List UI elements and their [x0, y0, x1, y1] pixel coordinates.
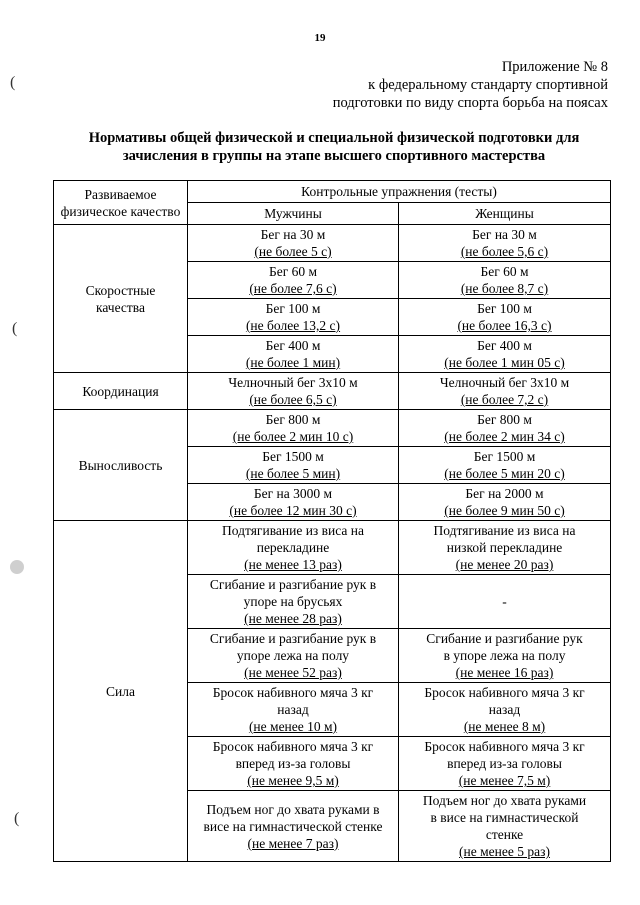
exercise-cell-men [188, 683, 399, 737]
exercise-line: Бег на 30 м [260, 227, 326, 242]
exercise-line: Подтягивание из виса на [433, 523, 576, 538]
appendix-line: к федеральному стандарту спортивной [368, 77, 608, 93]
exercise-line: Бросок набивного мяча 3 кг [424, 739, 585, 754]
exercise-line: Сгибание и разгибание рук в [209, 631, 377, 646]
exercise-line: Бег 60 м [480, 264, 529, 279]
exercise-line: Бег 60 м [268, 264, 318, 279]
exercise-line: Бросок набивного мяча 3 кг [424, 685, 585, 700]
table-row [54, 521, 611, 575]
exercise-line: назад [277, 702, 309, 717]
exercise-line: Бег на 2000 м [465, 486, 544, 501]
quality-label: Координация [82, 383, 159, 399]
exercise-line: (не более 16,3 с) [457, 318, 552, 333]
exercise-line: (не менее 52 раз) [244, 665, 342, 680]
quality-cell [54, 225, 188, 373]
exercise-line: - [502, 594, 507, 609]
exercise-line: (не менее 10 м) [248, 719, 338, 734]
table-row [54, 373, 611, 410]
exercise-line: Бег 800 м [265, 412, 321, 427]
exercise-line: Бег 100 м [265, 301, 321, 316]
exercise-line: низкой перекладине [446, 540, 563, 555]
exercise-line: (не более 5 мин 20 с) [444, 466, 565, 481]
exercise-line: Бег 100 м [477, 301, 532, 316]
exercise-line: Бег 400 м [477, 338, 532, 353]
exercise-line: Бег 400 м [265, 338, 321, 353]
exercise-line: Бег на 30 м [472, 227, 537, 242]
quality-label: Скоростные [85, 282, 156, 298]
exercise-line: (не более 13,2 с) [245, 318, 341, 333]
exercise-line: (не менее 5 раз) [459, 844, 550, 859]
exercise-line: висе на гимнастической стенке [203, 818, 383, 834]
exercise-cell-women [399, 262, 611, 299]
title-line: зачисления в группы на этапе высшего спортивного мастерства [122, 148, 546, 164]
exercise-line: (не более 9 мин 50 с) [444, 503, 565, 518]
exercise-line: Бег на 3000 м [253, 486, 333, 501]
exercise-line: (не менее 28 раз) [244, 611, 342, 626]
header-men: Мужчины [188, 203, 399, 225]
header-quality-line: физическое качество [60, 203, 181, 219]
table-row [54, 225, 611, 262]
exercise-line: Челночный бег 3x10 м [439, 375, 570, 390]
exercise-cell-men [188, 575, 399, 629]
exercise-cell-men [188, 447, 399, 484]
exercise-cell-women [399, 447, 611, 484]
exercise-line: Сгибание и разгибание рук [426, 631, 583, 646]
exercise-line: Бросок набивного мяча 3 кг [212, 739, 374, 754]
exercise-line: (не более 5 с) [254, 244, 332, 259]
exercise-cell-women [399, 299, 611, 336]
exercise-cell-men [188, 336, 399, 373]
header-quality [54, 181, 188, 225]
exercise-line: вперед из-за головы [235, 756, 351, 771]
appendix-line: подготовки по виду спорта борьба на поясах [332, 95, 608, 111]
exercise-line: в упоре лежа на полу [443, 648, 566, 663]
exercise-line: (не более 8,7 с) [460, 281, 549, 296]
exercise-cell-women [399, 225, 611, 262]
exercise-line: в висе на гимнастической [430, 810, 579, 825]
margin-hole-mark [10, 560, 24, 574]
exercise-cell-men [188, 262, 399, 299]
page-number: 19 [314, 32, 326, 44]
exercise-line: (не менее 20 раз) [455, 557, 554, 572]
exercise-line: Подтягивание из виса на [222, 523, 364, 538]
exercise-cell-women [399, 791, 611, 862]
exercise-cell-men [188, 225, 399, 262]
exercise-line: Бег 800 м [477, 412, 532, 427]
quality-cell [54, 410, 188, 521]
exercise-line: Бег 1500 м [473, 449, 536, 464]
exercise-line: (не менее 8 м) [463, 719, 546, 734]
quality-label: Сила [106, 683, 135, 699]
exercise-cell-women [399, 521, 611, 575]
table-body [54, 225, 611, 862]
exercise-line: Подъем ног до хвата руками [422, 793, 587, 808]
margin-hole-mark: ( [14, 810, 20, 827]
exercise-line: (не более 2 мин 10 с) [232, 429, 354, 444]
margin-hole-mark: ( [10, 74, 16, 91]
exercise-line: (не более 5,6 с) [460, 244, 549, 259]
header-quality-line: Развиваемое [84, 186, 157, 202]
exercise-line: упоре лежа на полу [236, 648, 350, 663]
exercise-line: Бросок набивного мяча 3 кг [212, 685, 374, 700]
header-women: Женщины [399, 203, 611, 225]
exercise-line: (не более 5 мин) [245, 466, 341, 481]
appendix-heading [333, 58, 608, 112]
appendix-number: Приложение № 8 [501, 59, 608, 75]
exercise-cell-women [399, 484, 611, 521]
exercise-line: (не более 7,6 с) [249, 281, 337, 296]
title-line: Нормативы общей физической и специальной физической подготовки для [88, 130, 580, 146]
exercise-line: (не более 12 мин 30 с) [229, 503, 357, 518]
exercise-line: упоре на брусьях [243, 594, 343, 609]
exercise-cell-men [188, 791, 399, 862]
exercise-line: (не более 1 мин) [245, 355, 341, 370]
header-tests: Контрольные упражнения (тесты) [188, 181, 611, 203]
exercise-cell-women [399, 575, 611, 629]
exercise-cell-women [399, 629, 611, 683]
exercise-line: (не более 2 мин 34 с) [444, 429, 565, 444]
exercise-cell-men [188, 521, 399, 575]
exercise-line: стенке [485, 827, 524, 842]
exercise-line: (не менее 7,5 м) [458, 773, 551, 788]
exercise-line: (не менее 13 раз) [244, 557, 342, 572]
quality-label: Выносливость [78, 457, 163, 473]
exercise-line: (не менее 7 раз) [247, 835, 339, 851]
exercise-line: (не более 1 мин 05 с) [444, 355, 565, 370]
exercise-cell-women [399, 373, 611, 410]
standards-table [53, 180, 611, 862]
exercise-line: перекладине [256, 540, 330, 555]
exercise-cell-men [188, 737, 399, 791]
exercise-cell-women [399, 737, 611, 791]
exercise-cell-men [188, 629, 399, 683]
quality-label: качества [95, 299, 145, 315]
document-title [50, 129, 618, 165]
exercise-line: (не более 7,2 с) [460, 392, 549, 407]
margin-hole-mark: ( [12, 320, 18, 337]
exercise-line: назад [488, 702, 521, 717]
exercise-line: Бег 1500 м [262, 449, 324, 464]
exercise-line: вперед из-за головы [447, 756, 562, 771]
quality-cell [54, 521, 188, 862]
exercise-cell-men [188, 410, 399, 447]
exercise-cell-men [188, 299, 399, 336]
exercise-line: (не менее 16 раз) [455, 665, 554, 680]
exercise-cell-women [399, 683, 611, 737]
exercise-cell-women [399, 336, 611, 373]
exercise-line: Челночный бег 3x10 м [228, 375, 358, 390]
quality-cell [54, 373, 188, 410]
exercise-line: (не менее 9,5 м) [247, 773, 339, 788]
table-row [54, 410, 611, 447]
exercise-line: Сгибание и разгибание рук в [209, 577, 377, 592]
exercise-cell-men [188, 484, 399, 521]
exercise-line: (не более 6,5 с) [249, 392, 337, 407]
exercise-cell-men [188, 373, 399, 410]
exercise-cell-women [399, 410, 611, 447]
exercise-line: Подъем ног до хвата руками в [206, 801, 380, 817]
